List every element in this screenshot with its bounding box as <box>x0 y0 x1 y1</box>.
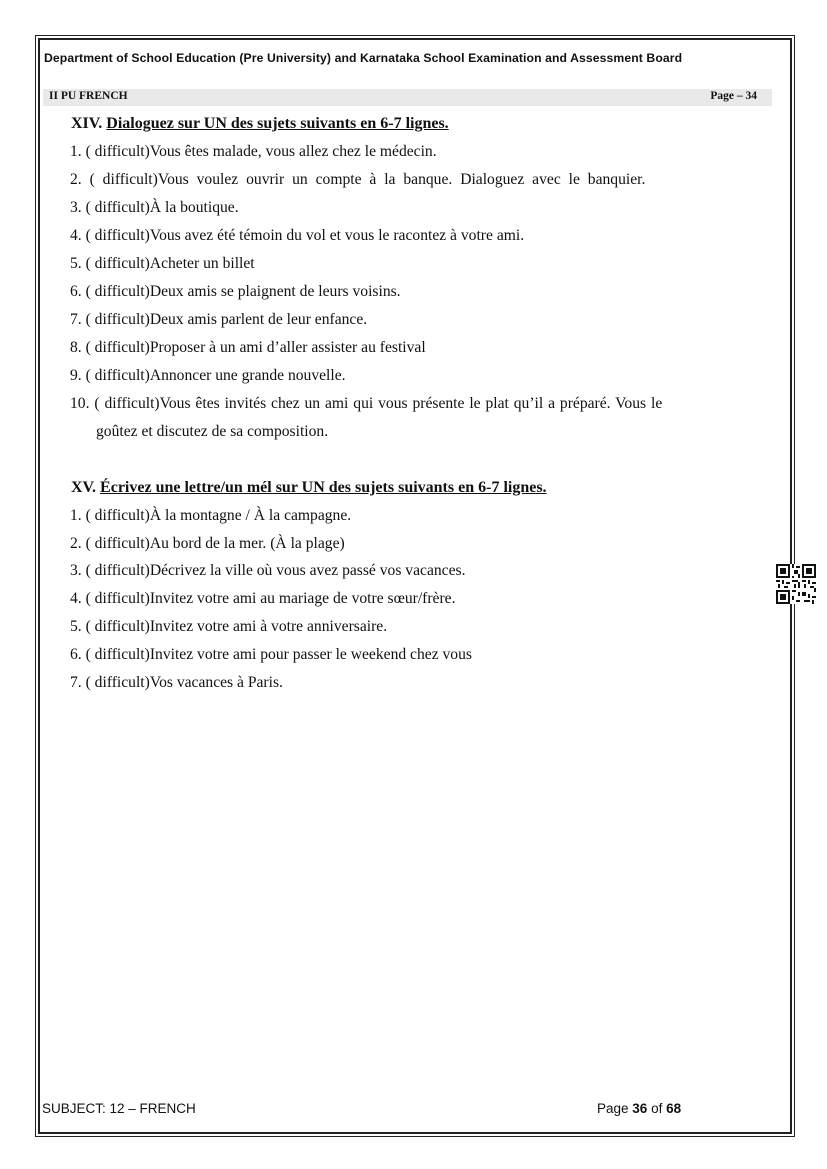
list-item: 5. ( difficult)Invitez votre ami à votre anniversaire. <box>70 618 388 635</box>
list-item: 7. ( difficult)Vos vacances à Paris. <box>70 674 283 691</box>
subject-label: II PU FRENCH <box>49 90 128 102</box>
footer-page-current: 36 <box>632 1101 648 1116</box>
footer-page-of: of <box>647 1101 667 1116</box>
section-number: XIV. <box>71 115 103 132</box>
header-band <box>43 89 772 106</box>
footer-subject: SUBJECT: 12 – FRENCH <box>42 1101 196 1116</box>
list-item: 10. ( difficult)Vous êtes invités chez un ami qui vous présente le plat qu’il a préparé. Vous le <box>70 395 663 412</box>
list-item: 6. ( difficult)Deux amis se plaignent de leurs voisins. <box>70 283 401 300</box>
list-item: 8. ( difficult)Proposer à un ami d’aller assister au festival <box>70 339 426 356</box>
list-item: 1. ( difficult)À la montagne / À la campagne. <box>70 507 352 524</box>
list-item-continuation: goûtez et discutez de sa composition. <box>96 423 329 440</box>
qr-code-icon <box>776 564 816 604</box>
list-item: 4. ( difficult)Vous avez été témoin du vol et vous le racontez à votre ami. <box>70 227 525 244</box>
board-heading: Department of School Education (Pre University) and Karnataka School Examination and Assessment Board <box>44 51 683 65</box>
list-item: 2. ( difficult)Vous voulez ouvrir un compte à la banque. Dialoguez avec le banquier. <box>70 171 646 188</box>
list-item: 5. ( difficult)Acheter un billet <box>70 255 255 272</box>
list-item: 2. ( difficult)Au bord de la mer. (À la plage) <box>70 535 345 552</box>
section-heading: Dialoguez sur UN des sujets suivants en 6-7 lignes. <box>106 115 449 132</box>
section-heading: Écrivez une lettre/un mél sur UN des sujets suivants en 6-7 lignes. <box>100 479 547 496</box>
list-item: 4. ( difficult)Invitez votre ami au mariage de votre sœur/frère. <box>70 590 456 607</box>
list-item: 6. ( difficult)Invitez votre ami pour passer le weekend chez vous <box>70 646 472 663</box>
list-item: 3. ( difficult)À la boutique. <box>70 199 239 216</box>
list-item: 7. ( difficult)Deux amis parlent de leur enfance. <box>70 311 368 328</box>
footer-page-total: 68 <box>666 1101 682 1116</box>
section-number: XV. <box>71 479 97 496</box>
page-label: Page – 34 <box>710 90 757 102</box>
section-xv-title <box>71 479 547 497</box>
list-item: 1. ( difficult)Vous êtes malade, vous allez chez le médecin. <box>70 143 437 160</box>
list-item: 3. ( difficult)Décrivez la ville où vous avez passé vos vacances. <box>70 562 466 579</box>
footer-page-number <box>597 1101 681 1116</box>
footer-page-prefix: Page <box>597 1101 633 1116</box>
list-item: 9. ( difficult)Annoncer une grande nouvelle. <box>70 367 346 384</box>
section-xiv-title <box>71 115 449 133</box>
